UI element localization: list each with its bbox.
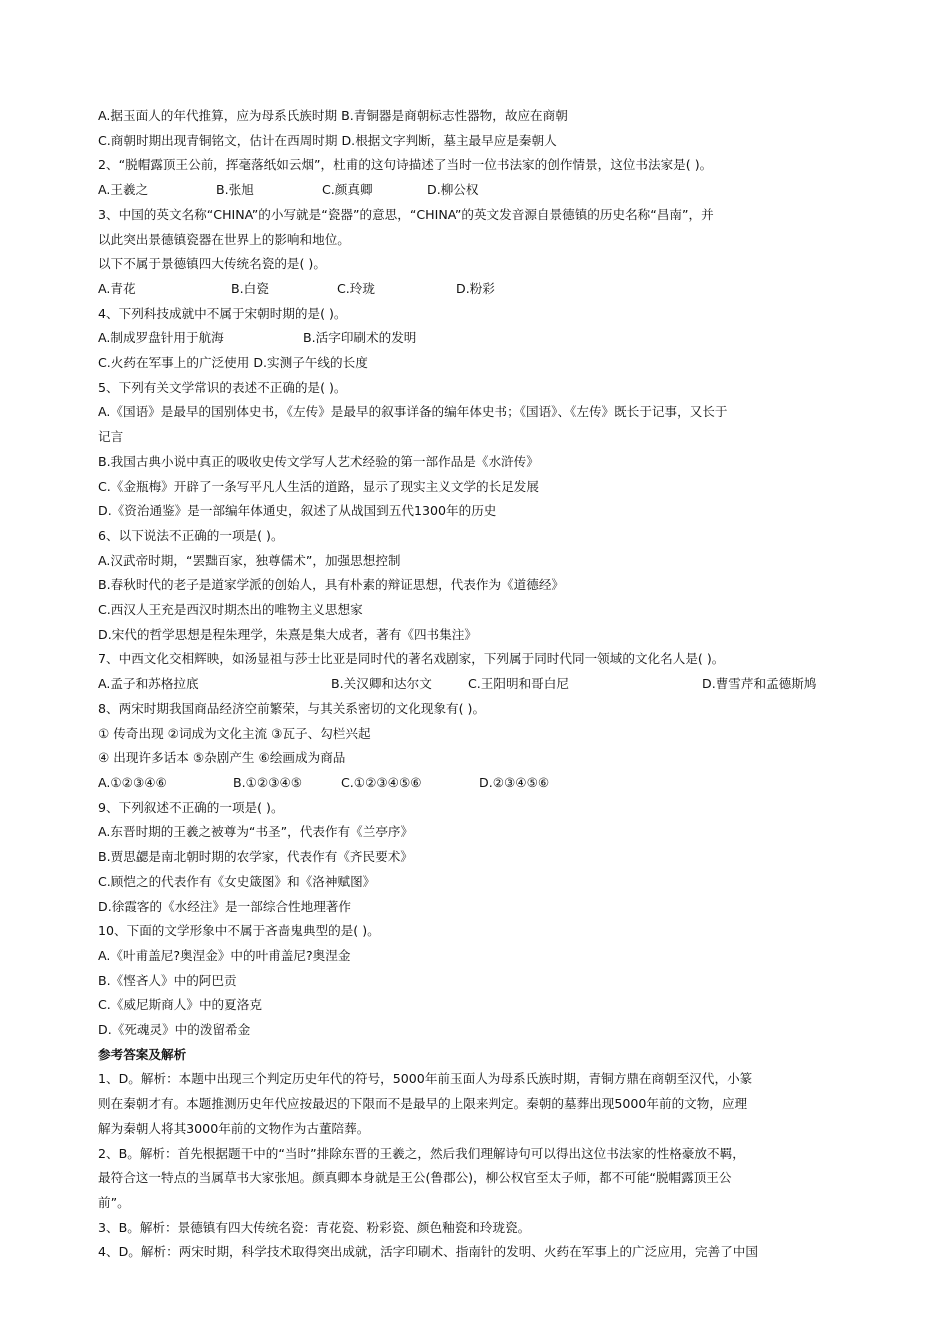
- text-line: A.东晋时期的王羲之被尊为“书圣”，代表作有《兰亭序》: [98, 824, 414, 840]
- option-text: D.②③④⑤⑥: [479, 774, 550, 790]
- option-text: A.孟子和苏格拉底: [98, 676, 199, 692]
- text-line: C.西汉人王充是西汉时期杰出的唯物主义思想家: [98, 602, 363, 618]
- options-row: [98, 277, 854, 302]
- text-line: 6、以下说法不正确的一项是( )。: [98, 527, 284, 543]
- option-text: B.①②③④⑤: [233, 774, 303, 790]
- text-line: 2、B。解析：首先根据题干中的“当时”排除东晋的王羲之，然后我们理解诗句可以得出这位书法家的性格豪放不羁，: [98, 1145, 745, 1161]
- option-text: A.①②③④⑥: [98, 774, 167, 790]
- option-text: B.关汉卿和达尔文: [331, 676, 432, 692]
- text-line: B.《悭吝人》中的阿巴贡: [98, 972, 237, 988]
- text-line: C.《金瓶梅》开辟了一条写平凡人生活的道路，显示了现实主义文学的长足发展: [98, 478, 539, 494]
- options-row: [98, 771, 854, 796]
- text-line: ④ 出现许多话本 ⑤杂剧产生 ⑥绘画成为商品: [98, 750, 346, 766]
- option-text: C.玲珑: [337, 280, 375, 296]
- option-text: D.曹雪芹和孟德斯鸠: [702, 676, 817, 692]
- option-text: B.活字印刷术的发明: [303, 330, 417, 346]
- option-text: A.青花: [98, 280, 136, 296]
- text-line: 10、下面的文学形象中不属于吝啬鬼典型的是( )。: [98, 923, 380, 939]
- options-row: [98, 326, 854, 351]
- text-line: 5、下列有关文学常识的表述不正确的是( )。: [98, 379, 347, 395]
- text-line: C.顾恺之的代表作有《女史箴图》和《洛神赋图》: [98, 873, 376, 889]
- option-text: C.颜真卿: [322, 182, 373, 198]
- option-text: A.制成罗盘针用于航海: [98, 330, 224, 346]
- text-line: C.火药在军事上的广泛使用 D.实测子午线的长度: [98, 355, 368, 371]
- option-text: B.白瓷: [231, 280, 269, 296]
- text-line: 7、中西文化交相辉映，如汤显祖与莎士比亚是同时代的著名戏剧家，下列属于同时代同一领域的文化名人是( )。: [98, 651, 725, 667]
- text-line: A.《国语》是最早的国别体史书，《左传》是最早的叙事详备的编年体史书；《国语》、《左传》既长于记事，又长于: [98, 404, 728, 420]
- document-body: [98, 104, 854, 1265]
- text-line: 3、中国的英文名称“CHINA”的小写就是“瓷器”的意思，“CHINA”的英文发音源自景德镇的历史名称“昌南”，并: [98, 206, 714, 222]
- text-line: C.商朝时期出现青铜铭文，估计在西周时期 D.根据文字判断，墓主最早应是秦朝人: [98, 132, 557, 148]
- text-line: 9、下列叙述不正确的一项是( )。: [98, 799, 284, 815]
- text-line: A.汉武帝时期，“罢黜百家，独尊儒术”，加强思想控制: [98, 552, 401, 568]
- text-line: 以此突出景德镇瓷器在世界上的影响和地位。: [98, 231, 350, 247]
- text-line: 8、两宋时期我国商品经济空前繁荣，与其关系密切的文化现象有( )。: [98, 700, 486, 716]
- text-line: 3、B。解析：景德镇有四大传统名瓷：青花瓷、粉彩瓷、颜色釉瓷和玲珑瓷。: [98, 1219, 531, 1235]
- text-line: 记言: [98, 429, 124, 445]
- option-text: C.①②③④⑤⑥: [341, 774, 422, 790]
- text-line: 2、“脱帽露顶王公前，挥毫落纸如云烟”，杜甫的这句诗描述了当时一位书法家的创作情景，这位书法家是( )。: [98, 157, 713, 173]
- text-line: 4、D。解析：两宋时期，科学技术取得突出成就，活字印刷术、指南针的发明、火药在军事上的广泛应用，完善了中国: [98, 1244, 758, 1260]
- options-row: [98, 178, 854, 203]
- option-text: B.张旭: [216, 182, 254, 198]
- text-line: B.春秋时代的老子是道家学派的创始人，具有朴素的辩证思想，代表作为《道德经》: [98, 577, 565, 593]
- text-line: B.贾思勰是南北朝时期的农学家，代表作有《齐民要术》: [98, 849, 413, 865]
- options-row: [98, 672, 854, 697]
- option-text: D.粉彩: [456, 280, 495, 296]
- text-line: D.《死魂灵》中的泼留希金: [98, 1022, 251, 1038]
- text-line: D.《资治通鉴》是一部编年体通史，叙述了从战国到五代1300年的历史: [98, 503, 497, 519]
- text-line: C.《威尼斯商人》中的夏洛克: [98, 997, 262, 1013]
- text-line: 则在秦朝才有。本题推测历史年代应按最迟的下限而不是最早的上限来判定。秦朝的墓葬出现5000年前的文物，应理: [98, 1096, 748, 1112]
- text-line: 最符合这一特点的当属草书大家张旭。颜真卿本身就是王公(鲁郡公)，柳公权官至太子师，都不可能“脱帽露顶王公: [98, 1170, 732, 1186]
- section-heading: 参考答案及解析: [98, 1046, 187, 1062]
- text-line: A.《叶甫盖尼?奥涅金》中的叶甫盖尼?奥涅金: [98, 947, 351, 963]
- text-line: ① 传奇出现 ②词成为文化主流 ③瓦子、勾栏兴起: [98, 725, 371, 741]
- option-text: D.柳公权: [427, 182, 479, 198]
- option-text: A.王羲之: [98, 182, 149, 198]
- text-line: A.据玉面人的年代推算，应为母系氏族时期 B.青铜器是商朝标志性器物，故应在商朝: [98, 108, 568, 123]
- text-line: 前”。: [98, 1194, 130, 1210]
- text-line: D.宋代的哲学思想是程朱理学，朱熹是集大成者，著有《四书集注》: [98, 626, 477, 642]
- text-line: D.徐霞客的《水经注》是一部综合性地理著作: [98, 898, 351, 914]
- text-line: 以下不属于景德镇四大传统名瓷的是( )。: [98, 256, 326, 272]
- text-line: 4、下列科技成就中不属于宋朝时期的是( )。: [98, 305, 347, 321]
- text-line: 解为秦朝人将其3000年前的文物作为古董陪葬。: [98, 1120, 370, 1136]
- text-line: 1、D。解析：本题中出现三个判定历史年代的符号，5000年前玉面人为母系氏族时期，青铜方鼎在商朝至汉代，小篆: [98, 1071, 753, 1087]
- text-line: B.我国古典小说中真正的吸收史传文学写人艺术经验的第一部作品是《水浒传》: [98, 453, 539, 469]
- option-text: C.王阳明和哥白尼: [468, 676, 569, 692]
